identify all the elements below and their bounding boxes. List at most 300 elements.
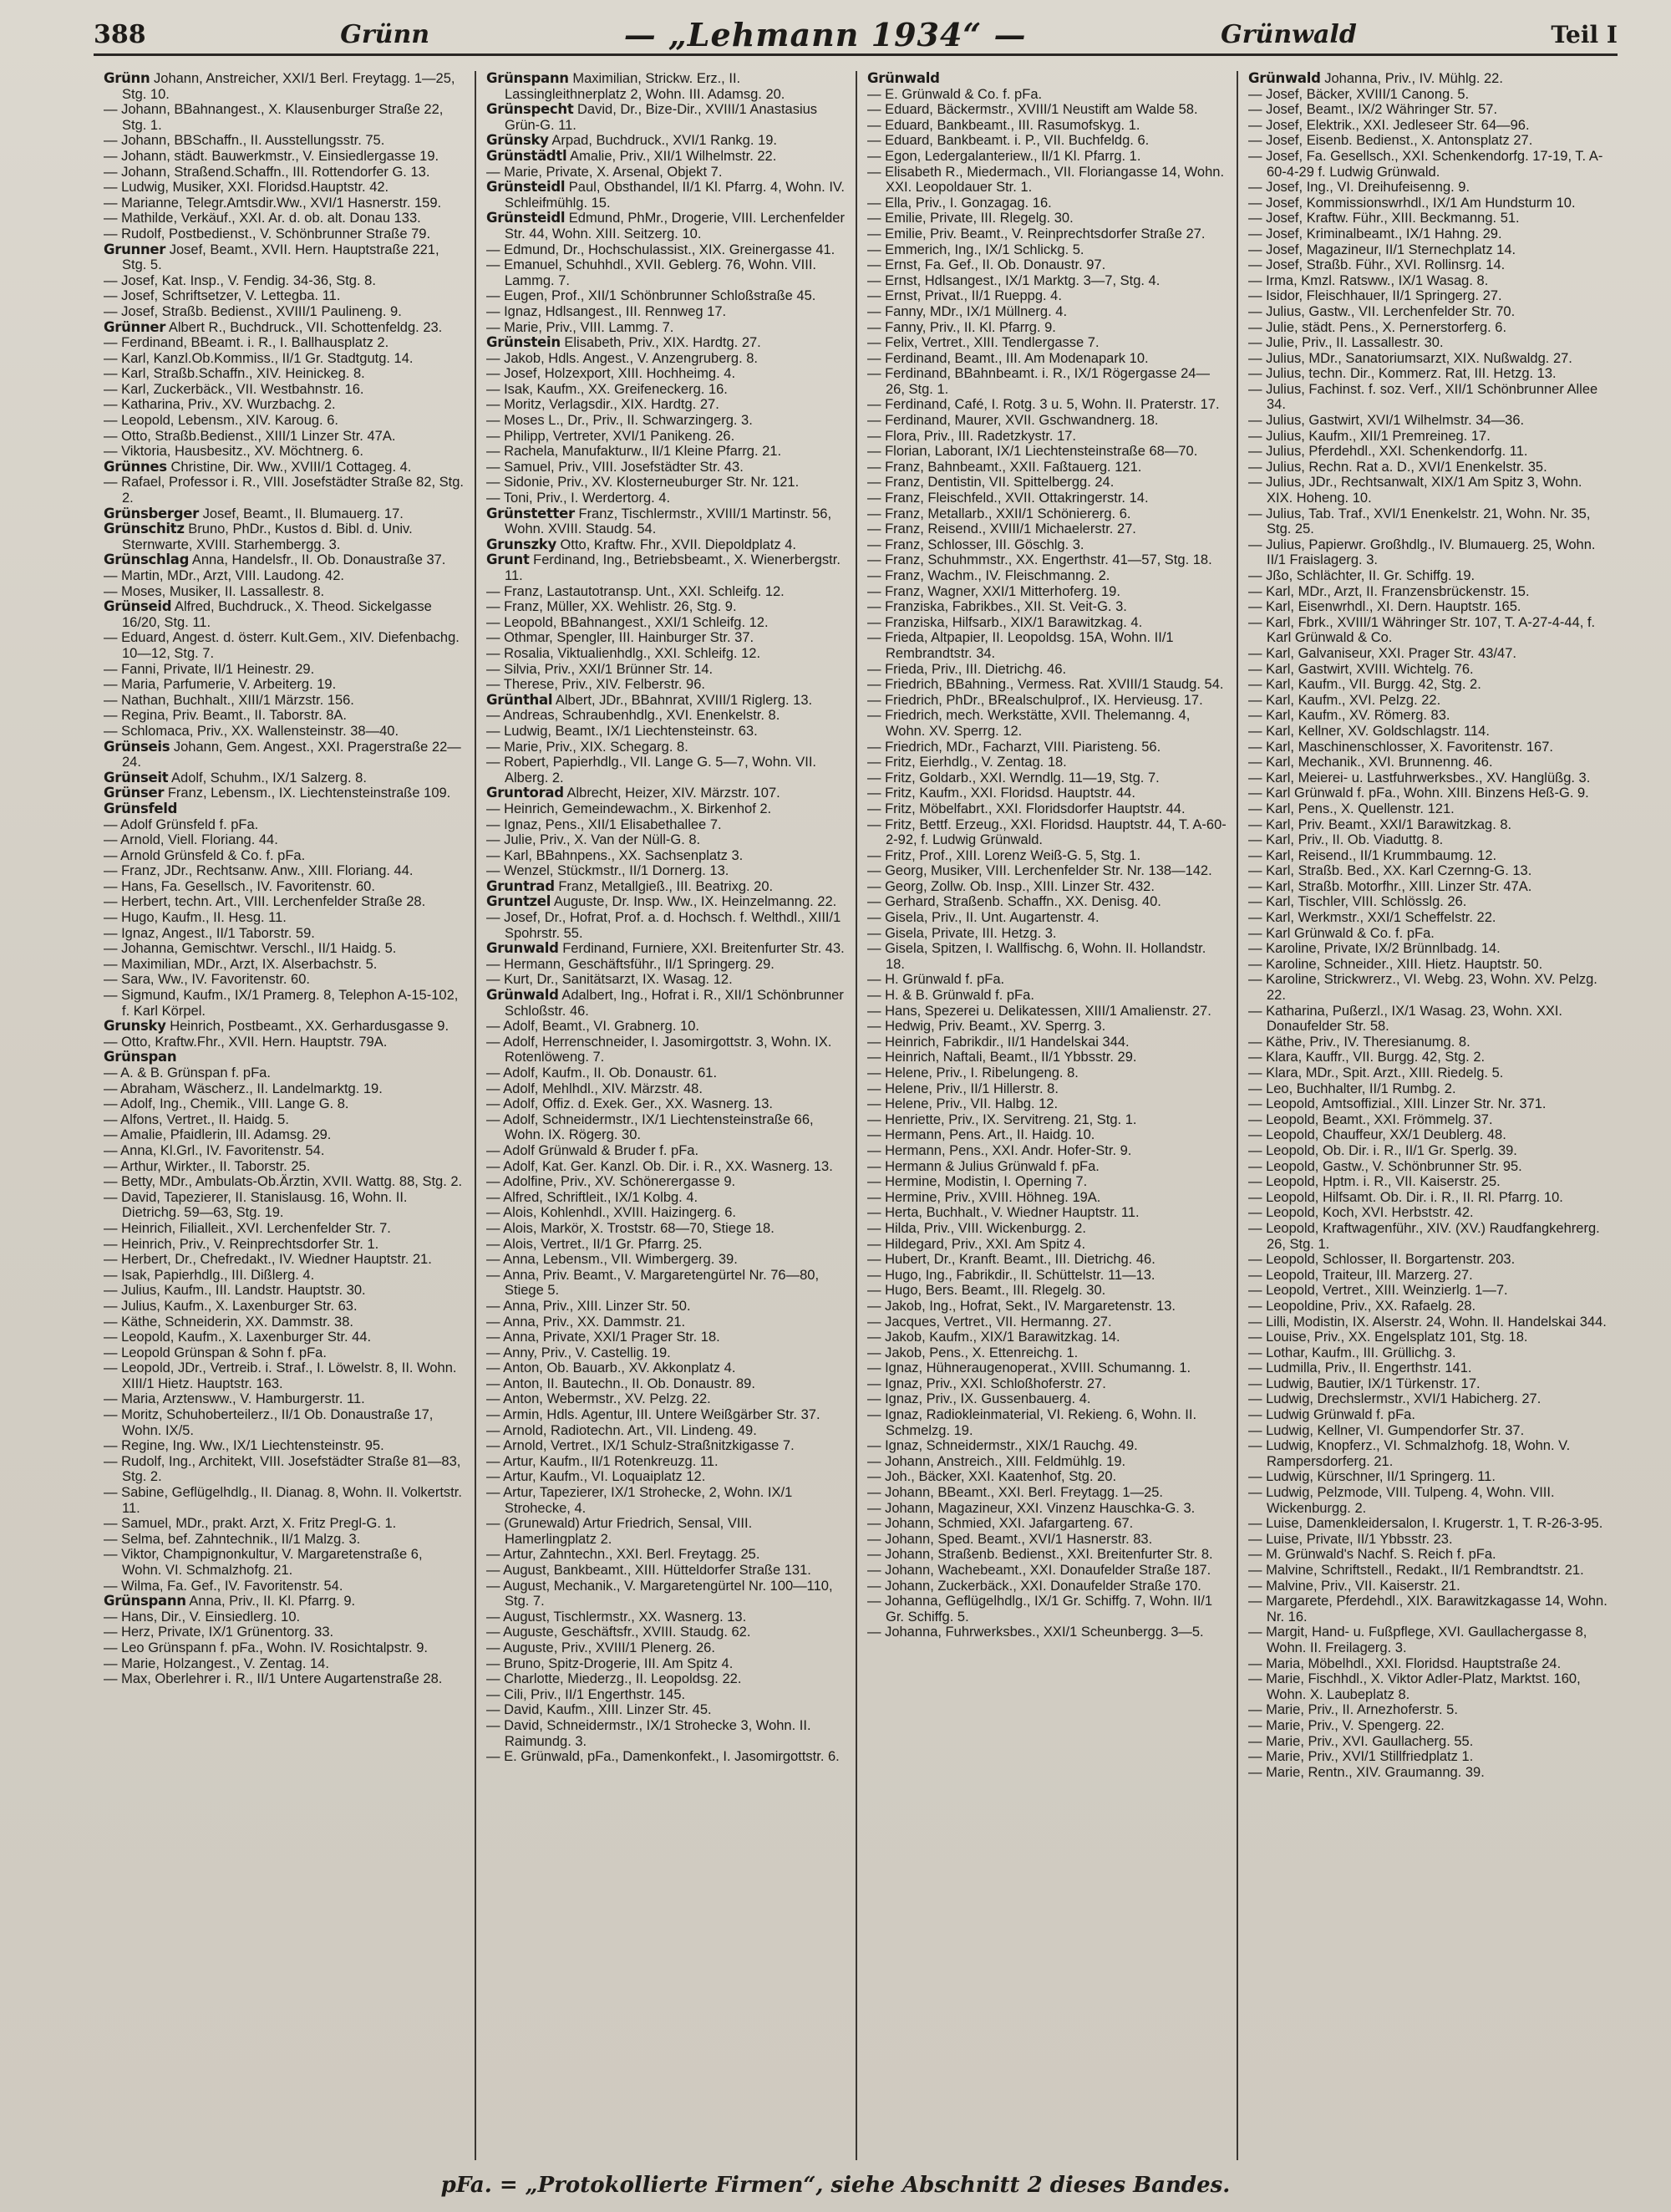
directory-entry: [867, 506, 1227, 522]
directory-entry: [104, 1330, 465, 1345]
entry-text: — Leopoldine, Priv., XX. Rafaelg. 28.: [1248, 1298, 1476, 1314]
directory-entry: [486, 413, 846, 429]
directory-entry: [486, 584, 846, 600]
entry-text: — Hans, Spezerei u. Delikatessen, XIII/1 Amalienstr. 27.: [867, 1003, 1211, 1019]
entry-surname: Grünwald: [486, 987, 559, 1004]
entry-text: Johann, Anstreicher, XXI/1 Berl. Freytagg. 1—25, Stg. 10.: [122, 71, 460, 102]
entry-text: — Hugo, Ing., Fabrikdir., II. Schüttelstr. 11—13.: [867, 1267, 1155, 1283]
entry-text: — Leopold, BBahnangest., XXI/1 Schleifg. 12.: [486, 614, 769, 630]
entry-text: — Franz, Bahnbeamt., XXII. Faßtauerg. 121.: [867, 459, 1142, 475]
directory-entry: [486, 1019, 846, 1035]
directory-entry: [1248, 506, 1608, 537]
directory-entry: [104, 1081, 465, 1097]
directory-entry: [486, 397, 846, 413]
entry-text: — Karl, Kanzl.Ob.Kommiss., II/1 Gr. Stadtgutg. 14.: [104, 350, 414, 366]
entry-surname: Grünnes: [104, 458, 167, 475]
entry-text: — Othmar, Spengler, III. Hainburger Str. 37.: [486, 630, 754, 646]
directory-entry: [867, 257, 1227, 273]
entry-text: — Hermann, Pens., XXI. Andr. Hofer-Str. 9.: [867, 1142, 1132, 1158]
entry-text: — Arnold, Radiotechn. Art., VII. Lindeng. 49.: [486, 1422, 757, 1438]
directory-entry: [486, 988, 846, 1019]
entry-text: — Johann, Magazineur, XXI. Vinzenz Hauschka-G. 3.: [867, 1500, 1196, 1516]
directory-entry: [867, 1501, 1227, 1517]
directory-entry: [867, 1376, 1227, 1392]
directory-entry: [867, 1299, 1227, 1314]
entry-text: — Josef, Bäcker, XVIII/1 Canong. 5.: [1248, 86, 1470, 102]
directory-entry: [867, 894, 1227, 910]
entry-text: — Ludwig Grünwald f. pFa.: [1248, 1407, 1415, 1423]
directory-entry: [486, 1438, 846, 1454]
entry-text: — Adolf Grünwald & Bruder f. pFa.: [486, 1142, 699, 1158]
entry-text: — Charlotte, Miederzg., II. Leopoldsg. 22.: [486, 1671, 742, 1687]
entry-text: — Artur, Zahntechn., XXI. Berl. Freytagg. 25.: [486, 1547, 760, 1563]
directory-entry: [104, 879, 465, 895]
directory-entry: [867, 1454, 1227, 1470]
entry-text: — Julius, Tab. Traf., XVI/1 Enenkelstr. 21, Wohn. Nr. 35, Stg. 25.: [1248, 506, 1594, 537]
directory-entry: [867, 848, 1227, 864]
directory-entry: [1248, 646, 1608, 662]
entry-text: — Julius, JDr., Rechtsanwalt, XIX/1 Am Spitz 3, Wohn. XIX. Hoheng. 10.: [1248, 475, 1587, 506]
directory-entry: [1248, 1702, 1608, 1718]
directory-entry: [104, 506, 465, 522]
directory-entry: [486, 366, 846, 382]
entry-text: — Philipp, Vertreter, XVI/1 Panikeng. 26.: [486, 428, 735, 444]
directory-entry: [1248, 568, 1608, 584]
directory-entry: [486, 179, 849, 211]
directory-entry: [867, 1625, 1227, 1640]
entry-text: — Gerhard, Straßenb. Schaffn., XX. Denisg. 40.: [867, 894, 1161, 910]
directory-entry: [104, 304, 465, 320]
entry-text: — Johann, Wachebeamt., XXI. Donaufelder Straße 187.: [867, 1563, 1211, 1578]
directory-entry: [1248, 1547, 1608, 1563]
directory-entry: [104, 1252, 465, 1268]
directory-entry: [486, 1469, 846, 1485]
directory-entry: [486, 630, 846, 646]
entry-text: — Johann, städt. Bauwerkmstr., V. Einsiedlergasse 19.: [104, 148, 439, 164]
entry-text: — Leopold, Chauffeur, XX/1 Deublerg. 48.: [1248, 1127, 1506, 1143]
directory-entry: [104, 832, 465, 848]
entry-text: — Käthe, Priv., IV. Theresianumg. 8.: [1248, 1034, 1470, 1050]
directory-entry: [867, 599, 1227, 615]
entry-surname: Grünner: [104, 318, 166, 335]
directory-entry: [104, 1143, 465, 1159]
entry-text: — Ludwig, Drechslermstr., XVI/1 Habicherg. 27.: [1248, 1391, 1541, 1407]
entry-text: — Franz, Dentistin, VII. Spittelbergg. 24.: [867, 475, 1115, 491]
directory-entry: [1248, 1516, 1608, 1532]
directory-entry: [486, 599, 846, 615]
entry-text: — Herta, Buchhalt., V. Wiedner Hauptstr. 11.: [867, 1205, 1140, 1221]
header-first-name: Grünn: [340, 19, 430, 49]
directory-entry: [867, 118, 1227, 134]
entry-text: — Auguste, Geschäftsfr., XVIII. Staudg. 62.: [486, 1625, 751, 1640]
directory-entry: [486, 304, 846, 320]
entry-text: — Martin, MDr., Arzt, VIII. Laudong. 42.: [104, 568, 344, 583]
entry-text: — Moses L., Dr., Priv., II. Schwarzingerg. 3.: [486, 413, 753, 429]
entry-text: — Ludwig, Pelzmode, VIII. Tulpeng. 4, Wohn. VIII. Wickenburgg. 2.: [1248, 1485, 1559, 1516]
directory-entry: [486, 894, 846, 910]
directory-entry: [486, 475, 846, 491]
entry-text: — Jakob, Hdls. Angest., V. Anzengruberg. 8.: [486, 350, 759, 366]
directory-entry: [104, 1237, 465, 1253]
directory-entry: [486, 817, 846, 833]
directory-entry: [1248, 1205, 1608, 1221]
entry-text: — Karl, Straßb. Bed., XX. Karl Czernng-G. 13.: [1248, 863, 1532, 879]
directory-entry: [104, 366, 465, 382]
entry-text: Arpad, Buchdruck., XVI/1 Rankg. 19.: [551, 133, 777, 149]
entry-text: — Irma, Kmzl. Ratsww., IX/1 Wasag. 8.: [1248, 272, 1489, 288]
entry-text: — Fanny, MDr., IX/1 Müllnerg. 4.: [867, 303, 1068, 319]
directory-entry: [867, 941, 1227, 972]
entry-text: — Robert, Papierhdlg., VII. Lange G. 5—7, Wohn. VII. Alberg. 2.: [486, 755, 820, 786]
directory-entry: [486, 1360, 846, 1376]
directory-entry: [486, 755, 846, 786]
entry-text: — Karl, Straßb.Schaffn., XIV. Heinickeg. 8.: [104, 366, 365, 382]
directory-entry: [486, 460, 846, 475]
directory-entry: [867, 87, 1227, 103]
directory-entry: [1248, 740, 1608, 755]
directory-entry: [1248, 972, 1608, 1003]
directory-entry: [1248, 118, 1608, 134]
entry-text: — Fritz, Goldarb., XXI. Werndlg. 11—19, Stg. 7.: [867, 770, 1160, 786]
entry-text: — Karoline, Schneider., XIII. Hietz. Hauptstr. 50.: [1248, 956, 1543, 972]
directory-entry: [486, 1563, 846, 1579]
entry-text: — Johann, Zuckerbäck., XXI. Donaufelder Straße 170.: [867, 1578, 1201, 1594]
entry-surname: Grünsteidl: [486, 179, 566, 196]
directory-entry: [1248, 599, 1608, 615]
directory-entry: [867, 475, 1227, 491]
entry-text: — Ferdinand, Café, I. Rotg. 3 u. 5, Wohn. II. Praterstr. 17.: [867, 397, 1220, 413]
directory-entry: [867, 1469, 1227, 1485]
directory-entry: [486, 1205, 846, 1221]
entry-text: — Franz, Schuhmmstr., XX. Engerthstr. 41—57, Stg. 18.: [867, 552, 1212, 568]
directory-entry: [486, 724, 846, 740]
entry-text: — Karoline, Private, IX/2 Brünnlbadg. 14.: [1248, 941, 1501, 957]
entry-text: — Leopold, Kaufm., X. Laxenburger Str. 44.: [104, 1330, 372, 1345]
directory-entry: [867, 273, 1227, 289]
directory-entry: [104, 1360, 465, 1391]
directory-entry: [104, 740, 465, 770]
directory-entry: [104, 1485, 465, 1516]
entry-text: — Andreas, Schraubenhdlg., XVI. Enenkelstr. 8.: [486, 708, 780, 724]
directory-entry: [486, 382, 846, 398]
directory-entry: [104, 1345, 465, 1361]
entry-text: — Moritz, Verlagsdir., XIX. Hardtg. 27.: [486, 397, 719, 413]
entry-text: — Josef, Kommissionswrhdl., IX/1 Am Hundsturm 10.: [1248, 195, 1576, 211]
directory-entry: [1248, 1268, 1608, 1284]
directory-entry: [104, 149, 465, 165]
entry-text: — Josef, Beamt., IX/2 Währinger Str. 57.: [1248, 102, 1498, 118]
directory-entry: [486, 1718, 846, 1749]
entry-text: Paul, Obsthandel, II/1 Kl. Pfarrg. 4, Wohn. IV. Schleifmühlg. 15.: [505, 180, 849, 211]
entry-text: Albert R., Buchdruck., VII. Schottenfeldg. 23.: [168, 319, 443, 335]
entry-text: — Heinrich, Naftali, Beamt., II/1 Ybbsstr. 29.: [867, 1050, 1137, 1065]
entry-text: — Herz, Private, IX/1 Grünentorg. 33.: [104, 1625, 334, 1640]
entry-text: — Karl, Werkmstr., XXI/1 Scheffelstr. 22.: [1248, 910, 1496, 926]
directory-entry: [486, 1547, 846, 1563]
entry-text: — Edmund, Dr., Hochschulassist., XIX. Greinergasse 41.: [486, 242, 836, 257]
entry-text: — Hermine, Modistin, I. Operning 7.: [867, 1174, 1088, 1190]
directory-entry: [1248, 801, 1608, 817]
directory-entry: [1248, 1004, 1608, 1035]
directory-entry: [104, 397, 465, 413]
entry-text: — Julius, Papierwr. Großhdlg., IV. Blumauerg. 25, Wohn. II/1 Fraislagerg. 3.: [1248, 536, 1600, 568]
entry-text: — Gisela, Spitzen, I. Wallfischg. 6, Wohn. II. Hollandstr. 18.: [867, 941, 1210, 972]
directory-entry: [486, 320, 846, 336]
entry-text: — Karl, Maschinenschlosser, X. Favoritenstr. 167.: [1248, 739, 1553, 755]
directory-entry: [104, 894, 465, 910]
directory-entry: [867, 1563, 1227, 1579]
directory-entry: [104, 568, 465, 584]
entry-text: — Arthur, Wirkter., II. Taborstr. 25.: [104, 1158, 311, 1174]
directory-entry: [1248, 1656, 1608, 1672]
entry-text: — Karl, Straßb. Motorfhr., XIII. Linzer Str. 47A.: [1248, 878, 1532, 894]
entry-text: — Artur, Tapezierer, IX/1 Strohecke, 2, Wohn. IX/1 Strohecke, 4.: [486, 1485, 796, 1516]
entry-text: — Jakob, Pens., X. Ettenreichg. 1.: [867, 1345, 1079, 1360]
directory-entry: [1248, 196, 1608, 211]
entry-text: — Leo, Buchhalter, II/1 Rumbg. 2.: [1248, 1081, 1456, 1096]
directory-entry: [104, 1096, 465, 1112]
entry-text: Franz, Lebensm., IX. Liechtensteinstraße 109.: [167, 786, 451, 801]
entry-text: — Klara, MDr., Spit. Arzt., XIII. Riedelg. 5.: [1248, 1065, 1504, 1081]
directory-entry: [486, 444, 846, 460]
directory-entry: [104, 460, 465, 475]
entry-text: — Isak, Papierhdlg., III. Dißlerg. 4.: [104, 1267, 315, 1283]
directory-entry: [104, 1283, 465, 1299]
directory-entry: [867, 1407, 1227, 1438]
directory-entry: [104, 226, 465, 242]
directory-entry: [867, 662, 1227, 678]
entry-text: — Julius, Gastw., VII. Lerchenfelder Str. 70.: [1248, 303, 1516, 319]
entry-text: — Eduard, Bankbeamt. i. P., VII. Buchfeldg. 6.: [867, 133, 1150, 149]
entry-text: — Herbert, techn. Art., VIII. Lerchenfelder Straße 28.: [104, 894, 426, 910]
entry-text: — Ernst, Fa. Gef., II. Ob. Donaustr. 97.: [867, 257, 1106, 273]
entry-text: — Alois, Markör, X. Troststr. 68—70, Stiege 18.: [486, 1220, 775, 1236]
directory-entry: [104, 941, 465, 957]
directory-entry: [104, 71, 465, 102]
directory-entry: [104, 910, 465, 926]
directory-entry: [104, 1314, 465, 1330]
entry-text: — Heinrich, Fabrikdir., II/1 Handelskai 344.: [867, 1034, 1130, 1050]
directory-entry: [1248, 1469, 1608, 1485]
entry-text: — Josef, Kraftw. Führ., XIII. Beckmanng. 51.: [1248, 211, 1520, 226]
directory-entry: [1248, 1734, 1608, 1750]
directory-entry: [486, 832, 846, 848]
entry-text: — Anna, Private, XXI/1 Prager Str. 18.: [486, 1330, 720, 1345]
directory-entry: [104, 1127, 465, 1143]
directory-entry: [867, 1345, 1227, 1361]
entry-text: Bruno, PhDr., Kustos d. Bibl. d. Univ. Sternwarte, XVIII. Starhembergg. 3.: [122, 521, 417, 552]
entry-text: — Josef, Kat. Insp., V. Fendig. 34-36, Stg. 8.: [104, 272, 376, 288]
entry-text: — Amalie, Pfaidlerin, III. Adamsg. 29.: [104, 1127, 332, 1143]
directory-entry: [867, 1190, 1227, 1206]
directory-entry: [1248, 1143, 1608, 1159]
directory-entry: [486, 210, 849, 242]
entry-text: — Adolf, Ing., Chemik., VIII. Lange G. 8.: [104, 1096, 349, 1112]
entry-surname: Gruntzel: [486, 893, 551, 910]
directory-entry: [486, 165, 846, 181]
directory-entry: [486, 1391, 846, 1407]
entry-text: — Hermine, Priv., XVIII. Höhneg. 19A.: [867, 1189, 1101, 1205]
directory-entry: [104, 801, 465, 817]
entry-text: — Sidonie, Priv., XV. Klosterneuburger Str. Nr. 121.: [486, 475, 800, 491]
directory-entry: [1248, 475, 1608, 506]
entry-surname: Grunsky: [104, 1018, 166, 1035]
entry-text: — Julius, MDr., Sanatoriumsarzt, XIX. Nußwaldg. 27.: [1248, 350, 1572, 366]
directory-entry: [1248, 1065, 1608, 1081]
directory-entry: [486, 1454, 846, 1470]
directory-entry: [104, 1609, 465, 1625]
entry-surname: Grünspecht: [486, 101, 574, 118]
directory-entry: [1248, 429, 1608, 445]
entry-text: — Emilie, Private, III. Rlegelg. 30.: [867, 211, 1074, 226]
entry-text: — Joh., Bäcker, XXI. Kaatenhof, Stg. 20.: [867, 1469, 1117, 1485]
directory-entry: [1248, 1299, 1608, 1314]
entry-text: — Johann, Sped. Beamt., XVI/1 Hasnerstr. 83.: [867, 1531, 1153, 1547]
entry-text: — Marie, Priv., VIII. Lammg. 7.: [486, 319, 674, 335]
directory-entry: [104, 817, 465, 833]
entry-surname: Grünsky: [486, 132, 549, 149]
directory-entry: [867, 879, 1227, 895]
entry-text: — Adolfine, Priv., XV. Schönerergasse 9.: [486, 1174, 736, 1190]
directory-entry: [104, 770, 465, 786]
directory-entry: [486, 133, 846, 149]
directory-entry: [1248, 848, 1608, 864]
directory-entry: [867, 1019, 1227, 1035]
entry-text: — Anna, Priv., XX. Dammstr. 21.: [486, 1314, 686, 1330]
entry-text: — Karl, Kellner, XV. Goldschlagstr. 114.: [1248, 723, 1490, 739]
directory-entry: [1248, 1283, 1608, 1299]
entry-text: — H. & B. Grünwald f. pFa.: [867, 988, 1034, 1004]
directory-entry: [486, 1407, 846, 1423]
entry-surname: Grünseit: [104, 769, 169, 786]
entry-text: — Karl, Reisend., II/1 Krummbaumg. 12.: [1248, 847, 1497, 863]
directory-entry: [486, 1376, 846, 1392]
directory-entry: [1248, 102, 1608, 118]
entry-text: — Julius, Pferdehdl., XXI. Schenkendorfg. 11.: [1248, 444, 1528, 460]
entry-text: — Jakob, Kaufm., XIX/1 Barawitzkag. 14.: [867, 1330, 1120, 1345]
entry-text: — Johann, BBeamt., XXI. Berl. Freytagg. 1—25.: [867, 1485, 1164, 1501]
directory-entry: [867, 972, 1227, 988]
entry-text: — Wilma, Fa. Gef., IV. Favoritenstr. 54.: [104, 1578, 343, 1594]
directory-entry: [104, 1656, 465, 1672]
directory-entry: [1248, 1360, 1608, 1376]
entry-text: — Josef, Dr., Hofrat, Prof. a. d. Hochsch. f. Welthdl., XIII/1 Spohrstr. 55.: [486, 910, 845, 941]
directory-entry: [867, 693, 1227, 709]
entry-text: — Wenzel, Stückmstr., II/1 Dornerg. 13.: [486, 863, 729, 879]
directory-entry: [1248, 1050, 1608, 1065]
directory-entry: [104, 1050, 465, 1065]
directory-entry: [486, 740, 846, 755]
directory-entry: [867, 1159, 1227, 1175]
entry-text: — Hugo, Bers. Beamt., III. Rlegelg. 30.: [867, 1283, 1106, 1299]
directory-entry: [104, 1671, 465, 1687]
entry-text: — Toni, Priv., I. Werdertorg. 4.: [486, 491, 671, 506]
entry-surname: Grunszky: [486, 536, 556, 552]
entry-text: Johanna, Priv., IV. Mühlg. 22.: [1324, 71, 1503, 86]
entry-text: — Eugen, Prof., XII/1 Schönbrunner Schloßstraße 45.: [486, 288, 816, 304]
directory-entry: [1248, 1485, 1608, 1516]
entry-text: — Katharina, Priv., XV. Wurzbachg. 2.: [104, 397, 336, 413]
entry-text: — Käthe, Schneiderin, XX. Dammstr. 38.: [104, 1314, 353, 1330]
directory-entry: [486, 1237, 846, 1253]
directory-entry: [1248, 180, 1608, 196]
directory-entry: [486, 288, 846, 304]
entry-text: — Alois, Kohlenhdl., XVIII. Haizingerg. 6.: [486, 1205, 736, 1221]
entry-text: — Florian, Laborant, IX/1 Liechtensteinstraße 68—70.: [867, 444, 1198, 460]
entry-text: Albrecht, Heizer, XIV. Märzstr. 107.: [566, 786, 780, 801]
directory-entry: [867, 335, 1227, 351]
entry-text: — Hugo, Kaufm., II. Hesg. 11.: [104, 910, 287, 926]
entry-text: — Josef, Elektrik., XXI. Jedleseer Str. 64—96.: [1248, 117, 1530, 133]
entry-text: — Jacques, Vertret., VII. Hermanng. 27.: [867, 1314, 1112, 1330]
directory-entry: [104, 1065, 465, 1081]
entry-text: — Helene, Priv., I. Ribelungeng. 8.: [867, 1065, 1079, 1081]
directory-entry: [104, 1174, 465, 1190]
entry-text: — Armin, Hdls. Agentur, III. Untere Weißgärber Str. 37.: [486, 1407, 820, 1423]
directory-entry: [104, 988, 465, 1019]
directory-entry: [1248, 1096, 1608, 1112]
entry-text: — Sabine, Geflügelhdlg., II. Dianag. 8, Wohn. II. Volkertstr. 11.: [104, 1485, 466, 1516]
entry-text: — Sara, Ww., IV. Favoritenstr. 60.: [104, 972, 310, 988]
entry-text: — Leopold, Lebensm., XIV. Karoug. 6.: [104, 413, 338, 429]
entry-text: Otto, Kraftw. Fhr., XVII. Diepoldplatz 4.: [560, 536, 796, 552]
entry-text: Josef, Beamt., XVII. Hern. Hauptstraße 221, Stg. 5.: [122, 242, 444, 273]
directory-entry: [486, 1143, 846, 1159]
entry-text: — Lothar, Kaufm., III. Grüllichg. 3.: [1248, 1345, 1456, 1360]
entry-surname: Gruntrad: [486, 877, 555, 894]
entry-text: — Franziska, Fabrikbes., XII. St. Veit-G. 3.: [867, 599, 1127, 615]
entry-text: — Fanni, Private, II/1 Heinestr. 29.: [104, 661, 315, 677]
directory-entry: [486, 1081, 846, 1097]
directory-entry: [104, 444, 465, 460]
entry-text: — Fritz, Prof., XIII. Lorenz Weiß-G. 5, Stg. 1.: [867, 847, 1141, 863]
directory-entry: [486, 1687, 846, 1703]
entry-text: — Franz, Reisend., XVIII/1 Michaelerstr. 27.: [867, 521, 1136, 537]
directory-entry: [867, 133, 1227, 149]
entry-text: — Julius, Kaufm., XII/1 Premreineg. 17.: [1248, 428, 1491, 444]
entry-text: — Margit, Hand- u. Fußpflege, XVI. Gaullachergasse 8, Wohn. II. Freilagerg. 3.: [1248, 1625, 1591, 1655]
directory-entry: [486, 1112, 846, 1143]
entry-text: — Rachela, Manufakturw., II/1 Kleine Pfarrg. 21.: [486, 444, 782, 460]
entry-surname: Grünsteidl: [486, 210, 566, 226]
entry-text: — Louise, Priv., XX. Engelsplatz 101, Stg. 18.: [1248, 1330, 1528, 1345]
entry-text: — Hildegard, Priv., XXI. Am Spitz 4.: [867, 1236, 1086, 1252]
directory-entry: [1248, 71, 1608, 87]
entry-text: — Anton, Ob. Bauarb., XV. Akkonplatz 4.: [486, 1360, 736, 1376]
entry-text: — Johann, Schmied, XXI. Jafargarteng. 67.: [867, 1516, 1134, 1532]
entry-text: — Ignaz, Priv., IX. Gussenbauerg. 4.: [867, 1391, 1091, 1407]
entry-text: — Karl, Priv. Beamt., XXI/1 Barawitzkag. 8.: [1248, 816, 1512, 832]
entry-text: — Luise, Damenkleidersalon, I. Krugerstr. 1, T. R-26-3-95.: [1248, 1516, 1603, 1532]
entry-text: — Ignaz, Priv., XXI. Schloßhoferstr. 27.: [867, 1376, 1106, 1391]
directory-entry: [486, 1345, 846, 1361]
directory-entry: [867, 1174, 1227, 1190]
directory-entry: [1248, 1127, 1608, 1143]
entry-text: — E. Grünwald & Co. f. pFa.: [867, 86, 1043, 102]
directory-entry: [486, 1609, 846, 1625]
entry-surname: Grunt: [486, 552, 530, 568]
directory-entry: [867, 196, 1227, 211]
directory-entry: [104, 335, 465, 351]
directory-entry: [867, 460, 1227, 475]
entry-text: — Adolf, Mehlhdl., XIV. Märzstr. 48.: [486, 1081, 703, 1096]
directory-entry: [486, 1299, 846, 1314]
directory-entry: [1248, 382, 1608, 413]
entry-text: — Samuel, Priv., VIII. Josefstädter Str. 43.: [486, 459, 744, 475]
directory-entry: [1248, 366, 1608, 382]
entry-text: — Franz, Metallarb., XXII/1 Schöniererg. 6.: [867, 506, 1131, 521]
entry-text: — Therese, Priv., XIV. Felberstr. 96.: [486, 677, 705, 693]
